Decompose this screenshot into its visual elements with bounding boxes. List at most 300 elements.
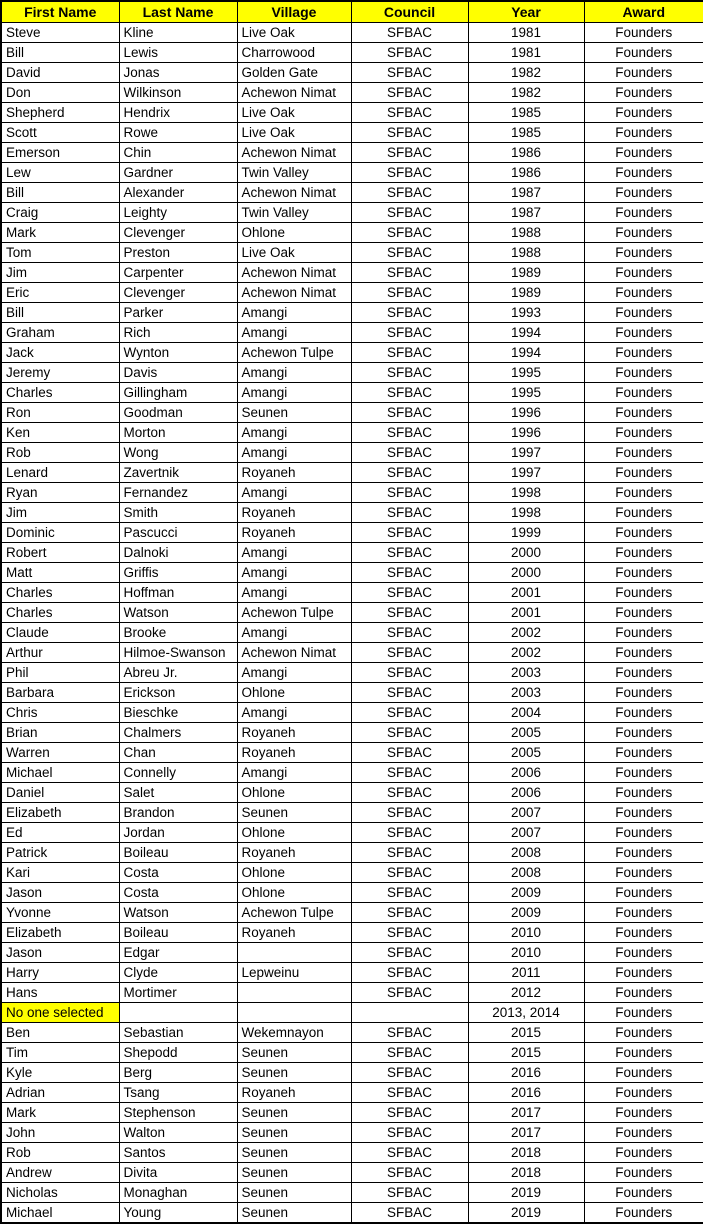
cell-council: SFBAC xyxy=(351,103,468,123)
cell-year: 2010 xyxy=(468,923,584,943)
cell-last-name: Young xyxy=(119,1203,237,1224)
cell-village: Seunen xyxy=(237,803,351,823)
cell-last-name: Clyde xyxy=(119,963,237,983)
cell-village xyxy=(237,983,351,1003)
cell-award: Founders xyxy=(584,803,703,823)
cell-village: Amangi xyxy=(237,703,351,723)
cell-first-name: Dominic xyxy=(1,523,119,543)
table-row xyxy=(1,383,703,403)
table-row xyxy=(1,703,703,723)
cell-award: Founders xyxy=(584,163,703,183)
cell-award: Founders xyxy=(584,603,703,623)
cell-council: SFBAC xyxy=(351,883,468,903)
cell-first-name: Andrew xyxy=(1,1163,119,1183)
cell-last-name: Griffis xyxy=(119,563,237,583)
cell-council: SFBAC xyxy=(351,423,468,443)
table-row xyxy=(1,923,703,943)
column-header-council: Council xyxy=(351,1,468,23)
table-row xyxy=(1,843,703,863)
cell-council: SFBAC xyxy=(351,83,468,103)
cell-year: 2002 xyxy=(468,643,584,663)
cell-council: SFBAC xyxy=(351,743,468,763)
cell-first-name: Bill xyxy=(1,43,119,63)
cell-year: 1987 xyxy=(468,203,584,223)
cell-council: SFBAC xyxy=(351,843,468,863)
cell-village: Achewon Nimat xyxy=(237,183,351,203)
table-row xyxy=(1,103,703,123)
cell-award: Founders xyxy=(584,243,703,263)
table-row xyxy=(1,1023,703,1043)
cell-village: Royaneh xyxy=(237,463,351,483)
cell-village: Seunen xyxy=(237,1143,351,1163)
table-row xyxy=(1,963,703,983)
cell-award: Founders xyxy=(584,1143,703,1163)
cell-last-name: Rowe xyxy=(119,123,237,143)
cell-award: Founders xyxy=(584,783,703,803)
cell-first-name: Warren xyxy=(1,743,119,763)
table-row xyxy=(1,143,703,163)
cell-award: Founders xyxy=(584,203,703,223)
cell-council: SFBAC xyxy=(351,1203,468,1224)
cell-first-name: Jason xyxy=(1,883,119,903)
cell-council: SFBAC xyxy=(351,923,468,943)
cell-first-name: Elizabeth xyxy=(1,803,119,823)
cell-council: SFBAC xyxy=(351,303,468,323)
cell-village: Live Oak xyxy=(237,243,351,263)
cell-year: 2002 xyxy=(468,623,584,643)
cell-award: Founders xyxy=(584,403,703,423)
cell-award: Founders xyxy=(584,383,703,403)
table-row xyxy=(1,543,703,563)
cell-last-name: Gillingham xyxy=(119,383,237,403)
cell-council: SFBAC xyxy=(351,803,468,823)
cell-first-name: Kyle xyxy=(1,1063,119,1083)
cell-first-name: Brian xyxy=(1,723,119,743)
table-row xyxy=(1,943,703,963)
cell-last-name xyxy=(119,1003,237,1023)
cell-year: 2001 xyxy=(468,603,584,623)
cell-village: Amangi xyxy=(237,543,351,563)
cell-council: SFBAC xyxy=(351,983,468,1003)
cell-council: SFBAC xyxy=(351,223,468,243)
cell-first-name: Graham xyxy=(1,323,119,343)
cell-award: Founders xyxy=(584,483,703,503)
cell-award: Founders xyxy=(584,123,703,143)
cell-last-name: Watson xyxy=(119,603,237,623)
cell-last-name: Costa xyxy=(119,883,237,903)
cell-award: Founders xyxy=(584,983,703,1003)
cell-award: Founders xyxy=(584,503,703,523)
cell-village: Live Oak xyxy=(237,123,351,143)
cell-first-name: Jeremy xyxy=(1,363,119,383)
table-row xyxy=(1,1203,703,1224)
cell-village: Seunen xyxy=(237,1123,351,1143)
cell-council: SFBAC xyxy=(351,963,468,983)
cell-year: 2015 xyxy=(468,1043,584,1063)
table-row xyxy=(1,223,703,243)
cell-award: Founders xyxy=(584,143,703,163)
cell-last-name: Gardner xyxy=(119,163,237,183)
cell-last-name: Davis xyxy=(119,363,237,383)
table-row xyxy=(1,1183,703,1203)
cell-year: 1998 xyxy=(468,483,584,503)
cell-village: Royaneh xyxy=(237,503,351,523)
cell-first-name: Barbara xyxy=(1,683,119,703)
cell-last-name: Clevenger xyxy=(119,283,237,303)
cell-award: Founders xyxy=(584,223,703,243)
cell-first-name: Ed xyxy=(1,823,119,843)
table-row xyxy=(1,303,703,323)
cell-last-name: Smith xyxy=(119,503,237,523)
table-row xyxy=(1,203,703,223)
cell-council: SFBAC xyxy=(351,943,468,963)
cell-award: Founders xyxy=(584,743,703,763)
cell-award: Founders xyxy=(584,63,703,83)
cell-last-name: Salet xyxy=(119,783,237,803)
cell-village: Ohlone xyxy=(237,883,351,903)
cell-year: 1999 xyxy=(468,523,584,543)
table-row xyxy=(1,683,703,703)
cell-year: 2018 xyxy=(468,1163,584,1183)
cell-year: 1998 xyxy=(468,503,584,523)
cell-council: SFBAC xyxy=(351,1043,468,1063)
cell-council: SFBAC xyxy=(351,143,468,163)
cell-village: Royaneh xyxy=(237,923,351,943)
cell-year: 2009 xyxy=(468,883,584,903)
cell-year: 2009 xyxy=(468,903,584,923)
cell-village: Royaneh xyxy=(237,843,351,863)
cell-year: 1994 xyxy=(468,323,584,343)
cell-award: Founders xyxy=(584,683,703,703)
cell-year: 1982 xyxy=(468,63,584,83)
cell-last-name: Goodman xyxy=(119,403,237,423)
cell-village: Amangi xyxy=(237,383,351,403)
cell-last-name: Hendrix xyxy=(119,103,237,123)
table-row xyxy=(1,463,703,483)
cell-award: Founders xyxy=(584,1043,703,1063)
table-row xyxy=(1,63,703,83)
table-row xyxy=(1,483,703,503)
cell-last-name: Monaghan xyxy=(119,1183,237,1203)
cell-award: Founders xyxy=(584,1203,703,1224)
cell-village: Seunen xyxy=(237,1063,351,1083)
header-row xyxy=(1,1,703,23)
cell-council: SFBAC xyxy=(351,383,468,403)
table-row xyxy=(1,983,703,1003)
cell-village: Ohlone xyxy=(237,823,351,843)
cell-year: 2000 xyxy=(468,543,584,563)
cell-first-name: Michael xyxy=(1,763,119,783)
cell-last-name: Brooke xyxy=(119,623,237,643)
cell-village: Ohlone xyxy=(237,863,351,883)
table-row xyxy=(1,443,703,463)
cell-year: 2008 xyxy=(468,843,584,863)
cell-council: SFBAC xyxy=(351,683,468,703)
cell-last-name: Pascucci xyxy=(119,523,237,543)
cell-last-name: Clevenger xyxy=(119,223,237,243)
cell-first-name: Ron xyxy=(1,403,119,423)
cell-last-name: Bieschke xyxy=(119,703,237,723)
cell-year: 2019 xyxy=(468,1203,584,1224)
cell-award: Founders xyxy=(584,523,703,543)
cell-village: Seunen xyxy=(237,403,351,423)
table-row xyxy=(1,623,703,643)
cell-village: Lepweinu xyxy=(237,963,351,983)
cell-last-name: Kline xyxy=(119,23,237,43)
cell-last-name: Dalnoki xyxy=(119,543,237,563)
cell-first-name: Scott xyxy=(1,123,119,143)
cell-year: 2005 xyxy=(468,743,584,763)
cell-year: 2005 xyxy=(468,723,584,743)
cell-last-name: Stephenson xyxy=(119,1103,237,1123)
table-row xyxy=(1,743,703,763)
cell-last-name: Parker xyxy=(119,303,237,323)
cell-last-name: Hoffman xyxy=(119,583,237,603)
cell-year: 2011 xyxy=(468,963,584,983)
cell-first-name: Adrian xyxy=(1,1083,119,1103)
cell-year: 2016 xyxy=(468,1083,584,1103)
cell-council: SFBAC xyxy=(351,503,468,523)
table-row xyxy=(1,863,703,883)
cell-award: Founders xyxy=(584,543,703,563)
table-row xyxy=(1,883,703,903)
table-row xyxy=(1,343,703,363)
cell-village: Seunen xyxy=(237,1103,351,1123)
cell-village: Royaneh xyxy=(237,743,351,763)
cell-council: SFBAC xyxy=(351,63,468,83)
cell-council: SFBAC xyxy=(351,203,468,223)
cell-year: 1997 xyxy=(468,443,584,463)
table-row xyxy=(1,1003,703,1023)
cell-first-name: Lew xyxy=(1,163,119,183)
cell-year: 2000 xyxy=(468,563,584,583)
cell-year: 2001 xyxy=(468,583,584,603)
cell-award: Founders xyxy=(584,663,703,683)
cell-council: SFBAC xyxy=(351,163,468,183)
cell-award: Founders xyxy=(584,183,703,203)
cell-first-name: Jim xyxy=(1,263,119,283)
table-row xyxy=(1,23,703,43)
cell-last-name: Santos xyxy=(119,1143,237,1163)
cell-first-name: Charles xyxy=(1,603,119,623)
cell-council: SFBAC xyxy=(351,623,468,643)
cell-first-name: Ryan xyxy=(1,483,119,503)
cell-village: Amangi xyxy=(237,583,351,603)
cell-last-name: Jordan xyxy=(119,823,237,843)
cell-last-name: Shepodd xyxy=(119,1043,237,1063)
table-row xyxy=(1,1043,703,1063)
table-row xyxy=(1,763,703,783)
cell-last-name: Connelly xyxy=(119,763,237,783)
cell-year: 1987 xyxy=(468,183,584,203)
table-row xyxy=(1,903,703,923)
cell-award: Founders xyxy=(584,643,703,663)
cell-last-name: Watson xyxy=(119,903,237,923)
cell-first-name: Jack xyxy=(1,343,119,363)
column-header-first-name: First Name xyxy=(1,1,119,23)
cell-year: 1988 xyxy=(468,223,584,243)
cell-village: Achewon Tulpe xyxy=(237,343,351,363)
cell-year: 1995 xyxy=(468,363,584,383)
cell-village: Amangi xyxy=(237,423,351,443)
cell-first-name: Elizabeth xyxy=(1,923,119,943)
cell-first-name: Steve xyxy=(1,23,119,43)
cell-year: 1993 xyxy=(468,303,584,323)
cell-year: 1986 xyxy=(468,143,584,163)
cell-last-name: Alexander xyxy=(119,183,237,203)
cell-award: Founders xyxy=(584,563,703,583)
cell-first-name: Charles xyxy=(1,383,119,403)
cell-award: Founders xyxy=(584,423,703,443)
cell-award: Founders xyxy=(584,103,703,123)
cell-first-name: Craig xyxy=(1,203,119,223)
cell-year: 1985 xyxy=(468,103,584,123)
cell-year: 2019 xyxy=(468,1183,584,1203)
table-row xyxy=(1,663,703,683)
cell-year: 2006 xyxy=(468,783,584,803)
cell-council: SFBAC xyxy=(351,723,468,743)
cell-first-name: Lenard xyxy=(1,463,119,483)
cell-award: Founders xyxy=(584,703,703,723)
cell-council: SFBAC xyxy=(351,903,468,923)
table-row xyxy=(1,823,703,843)
table-row xyxy=(1,43,703,63)
cell-village: Seunen xyxy=(237,1203,351,1224)
cell-year: 2007 xyxy=(468,803,584,823)
cell-award: Founders xyxy=(584,963,703,983)
cell-first-name: Michael xyxy=(1,1203,119,1224)
cell-village: Twin Valley xyxy=(237,163,351,183)
cell-council: SFBAC xyxy=(351,763,468,783)
cell-village: Achewon Nimat xyxy=(237,83,351,103)
cell-first-name: Ken xyxy=(1,423,119,443)
cell-year: 2007 xyxy=(468,823,584,843)
column-header-last-name: Last Name xyxy=(119,1,237,23)
cell-year: 1986 xyxy=(468,163,584,183)
cell-year: 1994 xyxy=(468,343,584,363)
cell-first-name: Charles xyxy=(1,583,119,603)
cell-first-name: Ben xyxy=(1,1023,119,1043)
cell-first-name: Nicholas xyxy=(1,1183,119,1203)
cell-award: Founders xyxy=(584,583,703,603)
cell-first-name: Phil xyxy=(1,663,119,683)
cell-village xyxy=(237,1003,351,1023)
cell-award: Founders xyxy=(584,863,703,883)
table-row xyxy=(1,123,703,143)
cell-award: Founders xyxy=(584,83,703,103)
cell-last-name: Chalmers xyxy=(119,723,237,743)
cell-year: 2010 xyxy=(468,943,584,963)
cell-village: Achewon Nimat xyxy=(237,143,351,163)
cell-last-name: Walton xyxy=(119,1123,237,1143)
table-row xyxy=(1,243,703,263)
cell-council: SFBAC xyxy=(351,543,468,563)
cell-year: 2008 xyxy=(468,863,584,883)
cell-last-name: Hilmoe-Swanson xyxy=(119,643,237,663)
table-row xyxy=(1,603,703,623)
cell-last-name: Abreu Jr. xyxy=(119,663,237,683)
cell-first-name: No one selected xyxy=(1,1003,119,1023)
cell-first-name: Matt xyxy=(1,563,119,583)
cell-council xyxy=(351,1003,468,1023)
cell-year: 2003 xyxy=(468,663,584,683)
cell-award: Founders xyxy=(584,463,703,483)
cell-first-name: John xyxy=(1,1123,119,1143)
cell-council: SFBAC xyxy=(351,1063,468,1083)
cell-village: Ohlone xyxy=(237,783,351,803)
cell-award: Founders xyxy=(584,1183,703,1203)
cell-last-name: Tsang xyxy=(119,1083,237,1103)
cell-village: Seunen xyxy=(237,1163,351,1183)
cell-village: Amangi xyxy=(237,563,351,583)
cell-village: Achewon Tulpe xyxy=(237,903,351,923)
cell-last-name: Carpenter xyxy=(119,263,237,283)
cell-last-name: Brandon xyxy=(119,803,237,823)
cell-year: 2012 xyxy=(468,983,584,1003)
cell-council: SFBAC xyxy=(351,183,468,203)
cell-first-name: Hans xyxy=(1,983,119,1003)
cell-council: SFBAC xyxy=(351,443,468,463)
cell-village: Wekemnayon xyxy=(237,1023,351,1043)
table-row xyxy=(1,1083,703,1103)
table-row xyxy=(1,523,703,543)
cell-first-name: Daniel xyxy=(1,783,119,803)
cell-award: Founders xyxy=(584,1083,703,1103)
table-row xyxy=(1,283,703,303)
table-row xyxy=(1,723,703,743)
cell-village: Royaneh xyxy=(237,1083,351,1103)
cell-council: SFBAC xyxy=(351,783,468,803)
cell-first-name: Bill xyxy=(1,303,119,323)
cell-first-name: Shepherd xyxy=(1,103,119,123)
cell-village: Charrowood xyxy=(237,43,351,63)
cell-first-name: Tim xyxy=(1,1043,119,1063)
cell-year: 1997 xyxy=(468,463,584,483)
cell-last-name: Jonas xyxy=(119,63,237,83)
cell-last-name: Edgar xyxy=(119,943,237,963)
cell-council: SFBAC xyxy=(351,23,468,43)
cell-village: Amangi xyxy=(237,763,351,783)
cell-last-name: Fernandez xyxy=(119,483,237,503)
cell-last-name: Boileau xyxy=(119,923,237,943)
cell-first-name: Patrick xyxy=(1,843,119,863)
cell-last-name: Costa xyxy=(119,863,237,883)
cell-village: Royaneh xyxy=(237,723,351,743)
cell-year: 1996 xyxy=(468,403,584,423)
cell-award: Founders xyxy=(584,443,703,463)
cell-award: Founders xyxy=(584,323,703,343)
cell-last-name: Sebastian xyxy=(119,1023,237,1043)
cell-council: SFBAC xyxy=(351,563,468,583)
table-row xyxy=(1,1063,703,1083)
table-row xyxy=(1,1143,703,1163)
cell-village xyxy=(237,943,351,963)
table-row xyxy=(1,643,703,663)
cell-council: SFBAC xyxy=(351,323,468,343)
cell-village: Amangi xyxy=(237,303,351,323)
table-row xyxy=(1,503,703,523)
column-header-year: Year xyxy=(468,1,584,23)
cell-first-name: Harry xyxy=(1,963,119,983)
cell-village: Seunen xyxy=(237,1043,351,1063)
cell-village: Live Oak xyxy=(237,23,351,43)
cell-village: Ohlone xyxy=(237,683,351,703)
cell-first-name: Robert xyxy=(1,543,119,563)
cell-village: Achewon Nimat xyxy=(237,263,351,283)
table-row xyxy=(1,323,703,343)
cell-award: Founders xyxy=(584,883,703,903)
cell-last-name: Chan xyxy=(119,743,237,763)
